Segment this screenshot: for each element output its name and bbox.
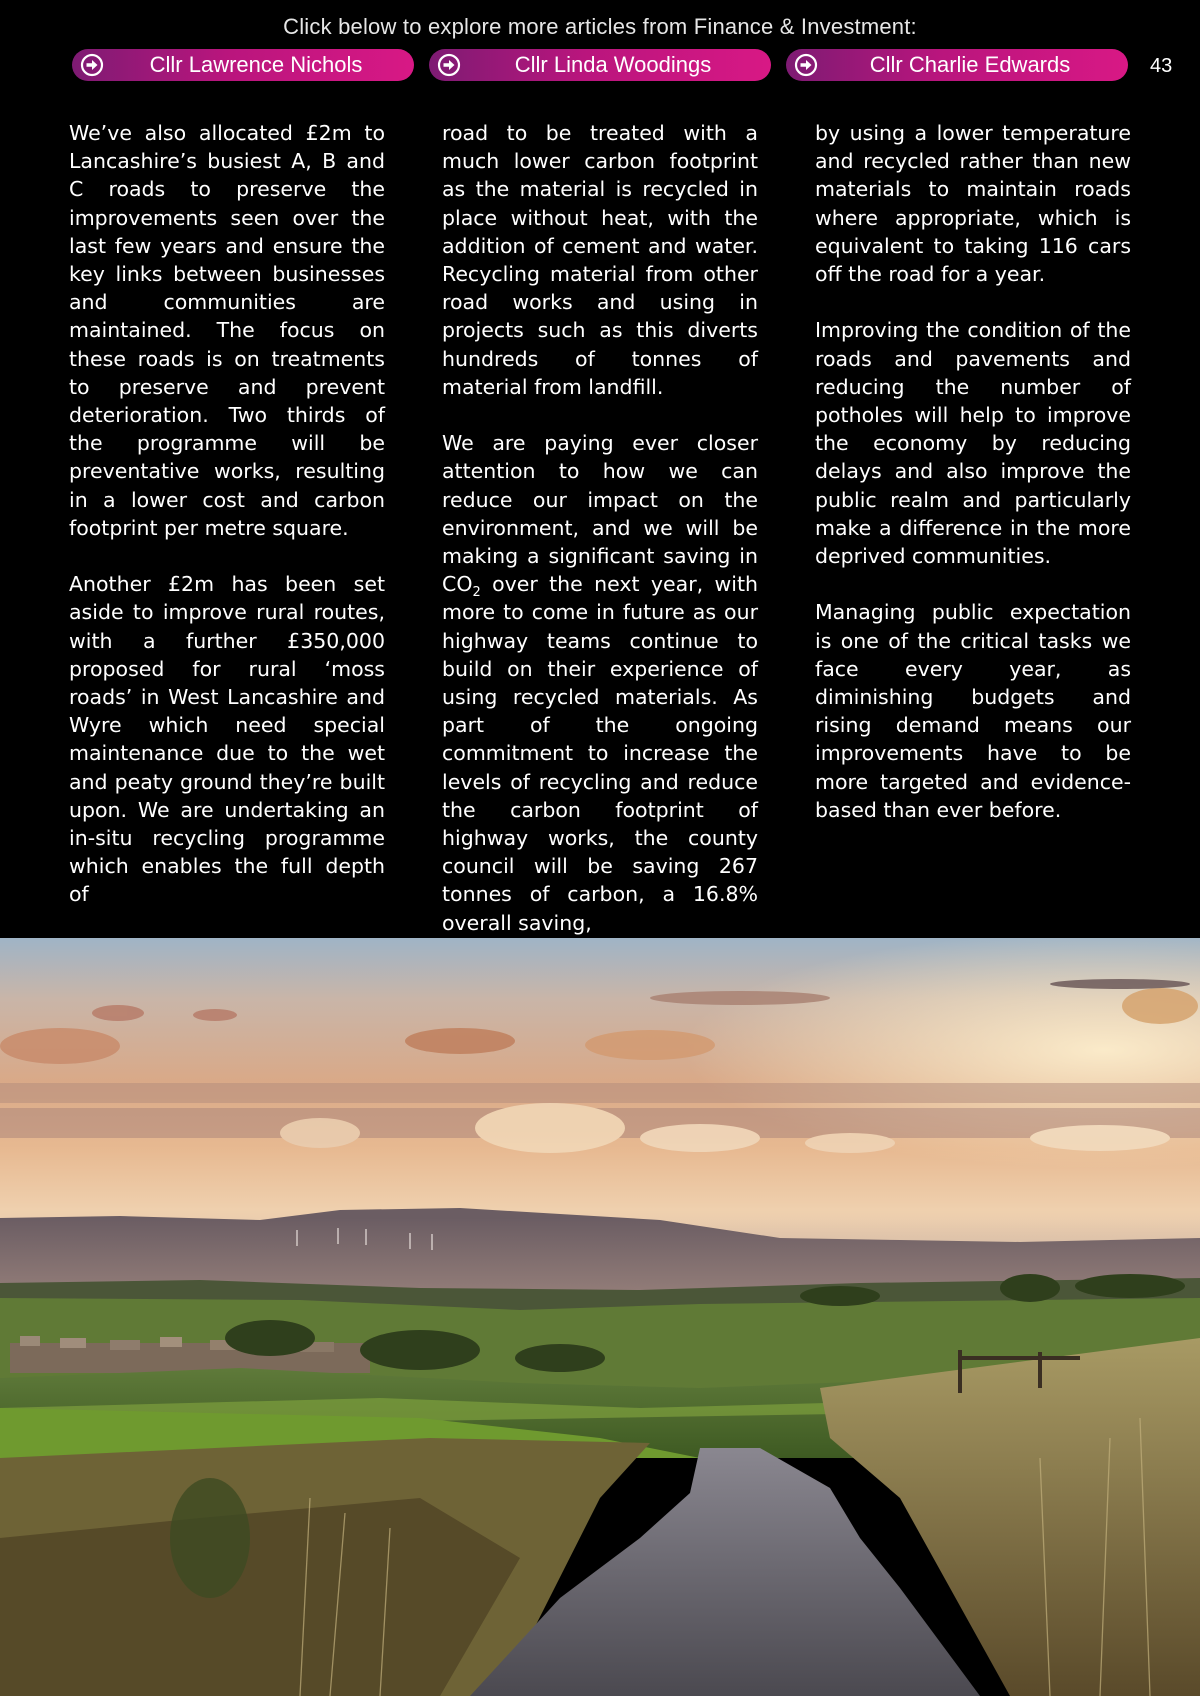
paragraph [442, 429, 758, 937]
nav-button-label: Cllr Linda Woodings [514, 52, 712, 77]
nav-button-label: Cllr Charlie Edwards [869, 52, 1071, 77]
nav-button-label: Cllr Lawrence Nichols [149, 52, 363, 77]
nav-button-linda-woodings[interactable] [429, 49, 771, 81]
paragraph: by using a lower temperature and recycled rather than new materials to maintain roads where appropriate, which is equivalent to taking 116 cars off the road for a year. [815, 121, 1131, 287]
article-column-2 [442, 119, 758, 937]
arrow-right-circle-icon [80, 53, 104, 77]
paragraph: We’ve also allocated £2m to Lancashire’s busiest A, B and C roads to preserve the improvements seen over the last few years and ensure the key links between businesses and communities are maintained. The focus on these roads is on treatments to preserve and prevent deterioration. Two thirds of the programme will be preventative works, resulting in a lower cost and carbon footprint per metre square. [69, 121, 385, 540]
countryside-road-illustration [0, 938, 1200, 1696]
paragraph: Improving the condition of the roads and pavements and reducing the number of potholes will help to improve the economy by reducing delays and also improve the public realm and particularly make a difference in the more deprived communities. [815, 318, 1131, 569]
nav-button-charlie-edwards[interactable] [786, 49, 1128, 81]
page-number: 43 [1150, 55, 1173, 77]
arrow-right-circle-icon [437, 53, 461, 77]
subscript-2: 2 [472, 585, 481, 601]
landscape-photo [0, 938, 1200, 1696]
article-column-3 [815, 119, 1131, 824]
related-articles-caption: Click below to explore more articles from Finance & Investment: [283, 14, 917, 39]
paragraph: road to be treated with a much lower carbon footprint as the material is recycled in place without heat, with the addition of cement and water. Recycling material from other road works and using in projects such as this diverts hundreds of tonnes of material from landfill. [442, 121, 758, 399]
nav-button-lawrence-nichols[interactable] [72, 49, 414, 81]
paragraph-text: We are paying ever closer attention to how we can reduce our impact on the environment, and we will be making a significant saving in CO [442, 431, 758, 597]
article-column-1 [69, 119, 385, 909]
arrow-right-circle-icon [794, 53, 818, 77]
paragraph-text: over the next year, with more to come in future as our highway teams continue to build on their experience of using recycled materials. As part of the ongoing commitment to increase the levels of recycling and reduce the carbon footprint of highway works, the county council will be saving 267 tonnes of carbon, a 16.8% overall saving, [442, 572, 758, 935]
paragraph: Managing public expectation is one of the critical tasks we face every year, as diminishing budgets and rising demand means our improvements have to be more targeted and evidence-based than ever before. [815, 600, 1131, 822]
paragraph: Another £2m has been set aside to improve rural routes, with a further £350,000 proposed for rural ‘moss roads’ in West Lancashire and Wyre which need special maintenance due to the wet and peaty ground they’re built upon. We are undertaking an in-situ recycling programme which enables the full depth of [69, 572, 385, 907]
